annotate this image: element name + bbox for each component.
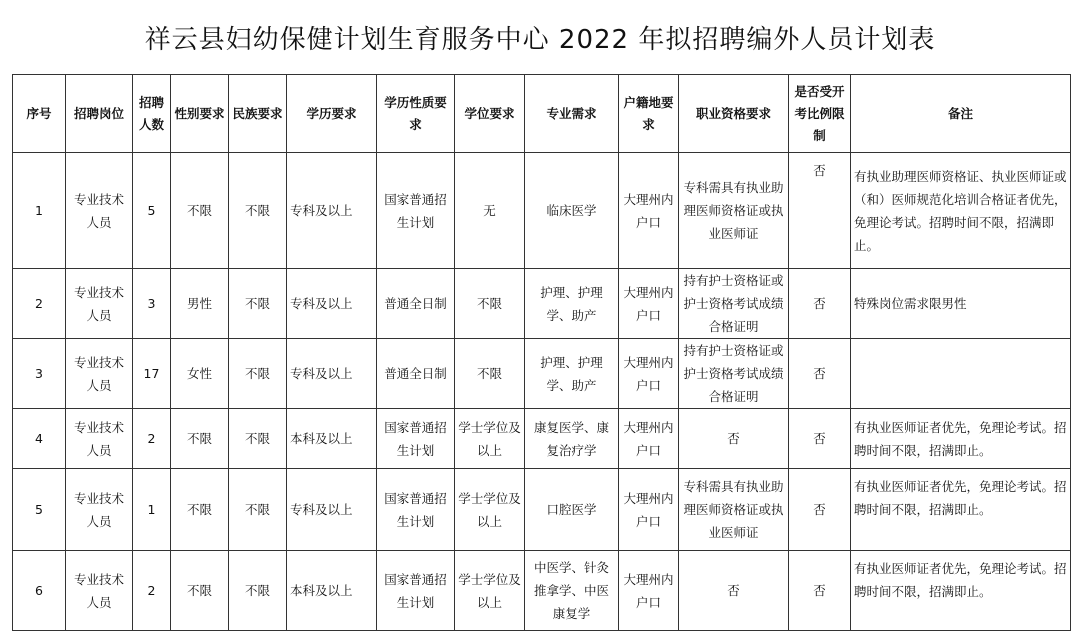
header-seq: 序号 — [13, 75, 66, 153]
cell-gender: 不限 — [171, 469, 229, 551]
cell-ethnicity: 不限 — [229, 551, 287, 631]
cell-education-type: 国家普通招生计划 — [377, 469, 455, 551]
header-major: 专业需求 — [525, 75, 619, 153]
header-gender: 性别要求 — [171, 75, 229, 153]
cell-count: 2 — [133, 551, 171, 631]
cell-degree: 无 — [455, 153, 525, 269]
cell-remarks: 有执业医师证者优先，免理论考试。招聘时间不限，招满即止。 — [851, 551, 1071, 631]
cell-gender: 不限 — [171, 551, 229, 631]
cell-ratio-limit: 否 — [789, 153, 851, 269]
cell-position: 专业技术人员 — [66, 551, 133, 631]
cell-gender: 女性 — [171, 339, 229, 409]
cell-ethnicity: 不限 — [229, 153, 287, 269]
cell-residence: 大理州内户口 — [619, 339, 679, 409]
header-education-type: 学历性质要求 — [377, 75, 455, 153]
cell-major: 临床医学 — [525, 153, 619, 269]
cell-education-type: 国家普通招生计划 — [377, 409, 455, 469]
cell-education: 本科及以上 — [287, 551, 377, 631]
cell-education-type: 国家普通招生计划 — [377, 551, 455, 631]
cell-major: 护理、护理学、助产 — [525, 269, 619, 339]
cell-count: 1 — [133, 469, 171, 551]
cell-education: 本科及以上 — [287, 409, 377, 469]
cell-qualification: 否 — [679, 551, 789, 631]
cell-education: 专科及以上 — [287, 339, 377, 409]
table-row — [13, 269, 1071, 339]
header-ethnicity: 民族要求 — [229, 75, 287, 153]
cell-qualification: 持有护士资格证或护士资格考试成绩合格证明 — [679, 339, 789, 409]
cell-qualification: 专科需具有执业助理医师资格证或执业医师证 — [679, 469, 789, 551]
cell-education-type: 普通全日制 — [377, 269, 455, 339]
cell-count: 17 — [133, 339, 171, 409]
cell-position: 专业技术人员 — [66, 339, 133, 409]
cell-seq: 5 — [13, 469, 66, 551]
cell-major: 康复医学、康复治疗学 — [525, 409, 619, 469]
table-row — [13, 339, 1071, 409]
cell-position: 专业技术人员 — [66, 409, 133, 469]
cell-remarks — [851, 339, 1071, 409]
page-title: 祥云县妇幼保健计划生育服务中心 2022 年拟招聘编外人员计划表 — [144, 24, 936, 55]
table-row — [13, 551, 1071, 631]
cell-gender: 不限 — [171, 153, 229, 269]
cell-education-type: 国家普通招生计划 — [377, 153, 455, 269]
header-education: 学历要求 — [287, 75, 377, 153]
cell-qualification: 持有护士资格证或护士资格考试成绩合格证明 — [679, 269, 789, 339]
cell-degree: 学士学位及以上 — [455, 551, 525, 631]
cell-position: 专业技术人员 — [66, 153, 133, 269]
header-count: 招聘人数 — [133, 75, 171, 153]
cell-degree: 学士学位及以上 — [455, 409, 525, 469]
cell-ratio-limit: 否 — [789, 409, 851, 469]
cell-residence: 大理州内户口 — [619, 551, 679, 631]
cell-ratio-limit: 否 — [789, 339, 851, 409]
cell-count: 2 — [133, 409, 171, 469]
cell-ethnicity: 不限 — [229, 269, 287, 339]
header-degree: 学位要求 — [455, 75, 525, 153]
recruitment-plan-table — [12, 74, 1071, 631]
cell-degree: 学士学位及以上 — [455, 469, 525, 551]
cell-residence: 大理州内户口 — [619, 469, 679, 551]
cell-ratio-limit: 否 — [789, 469, 851, 551]
cell-seq: 6 — [13, 551, 66, 631]
cell-residence: 大理州内户口 — [619, 153, 679, 269]
cell-education: 专科及以上 — [287, 469, 377, 551]
header-remarks: 备注 — [851, 75, 1071, 153]
cell-major: 口腔医学 — [525, 469, 619, 551]
cell-degree: 不限 — [455, 269, 525, 339]
cell-gender: 不限 — [171, 409, 229, 469]
header-position: 招聘岗位 — [66, 75, 133, 153]
cell-qualification: 否 — [679, 409, 789, 469]
cell-education-type: 普通全日制 — [377, 339, 455, 409]
cell-seq: 4 — [13, 409, 66, 469]
cell-ratio-limit: 否 — [789, 551, 851, 631]
cell-remarks: 有执业助理医师资格证、执业医师证或（和）医师规范化培训合格证者优先，免理论考试。招聘时间不限，招满即止。 — [851, 153, 1071, 269]
cell-remarks: 有执业医师证者优先，免理论考试。招聘时间不限，招满即止。 — [851, 469, 1071, 551]
cell-education: 专科及以上 — [287, 153, 377, 269]
header-ratio-limit: 是否受开考比例限制 — [789, 75, 851, 153]
cell-major: 中医学、针灸推拿学、中医康复学 — [525, 551, 619, 631]
cell-seq: 1 — [13, 153, 66, 269]
cell-major: 护理、护理学、助产 — [525, 339, 619, 409]
header-qualification: 职业资格要求 — [679, 75, 789, 153]
header-row — [13, 75, 1071, 153]
cell-ratio-limit: 否 — [789, 269, 851, 339]
cell-position: 专业技术人员 — [66, 269, 133, 339]
cell-education: 专科及以上 — [287, 269, 377, 339]
cell-qualification: 专科需具有执业助理医师资格证或执业医师证 — [679, 153, 789, 269]
cell-ethnicity: 不限 — [229, 409, 287, 469]
table-row — [13, 469, 1071, 551]
cell-seq: 2 — [13, 269, 66, 339]
cell-ethnicity: 不限 — [229, 469, 287, 551]
table-row — [13, 153, 1071, 269]
cell-position: 专业技术人员 — [66, 469, 133, 551]
cell-remarks: 特殊岗位需求限男性 — [851, 269, 1071, 339]
cell-ethnicity: 不限 — [229, 339, 287, 409]
table-row — [13, 409, 1071, 469]
cell-count: 3 — [133, 269, 171, 339]
header-residence: 户籍地要求 — [619, 75, 679, 153]
cell-remarks: 有执业医师证者优先，免理论考试。招聘时间不限，招满即止。 — [851, 409, 1071, 469]
cell-seq: 3 — [13, 339, 66, 409]
cell-residence: 大理州内户口 — [619, 409, 679, 469]
cell-count: 5 — [133, 153, 171, 269]
cell-degree: 不限 — [455, 339, 525, 409]
cell-residence: 大理州内户口 — [619, 269, 679, 339]
cell-gender: 男性 — [171, 269, 229, 339]
